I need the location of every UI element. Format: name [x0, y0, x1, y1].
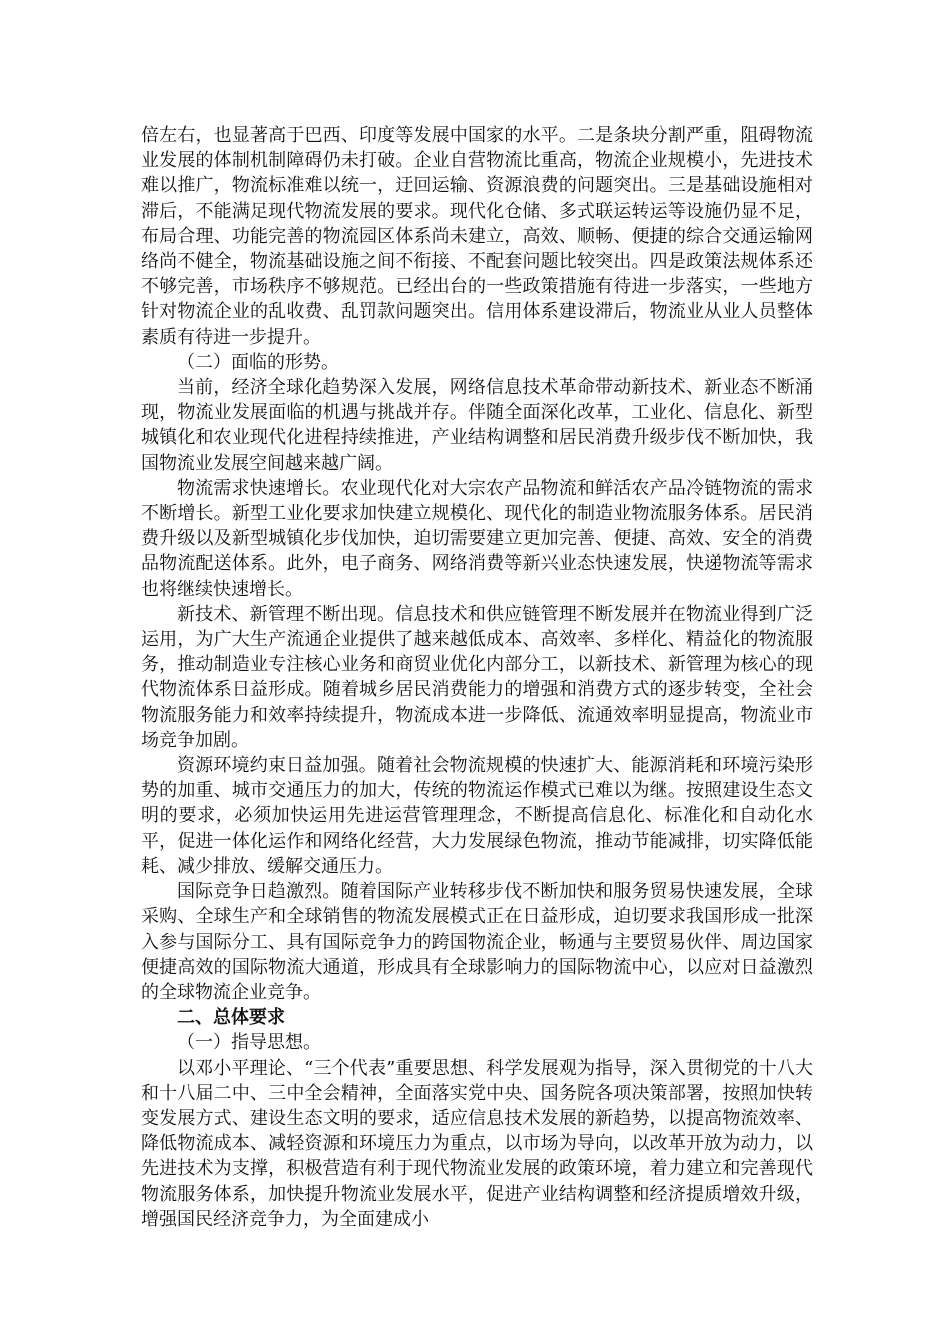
document-page: [141, 123, 813, 1232]
paragraph-international-competition: [141, 879, 813, 1005]
paragraph-current-situation: 当前，经济全球化趋势深入发展，网络信息技术革命带动新技术、新业态不断涌现，物流业发展面临的机遇与挑战并存。伴随全面深化改革，工业化、信息化、新型城镇化和农业现代化进程持续推进，产业结构调整和居民消费升级步伐不断加快，我国物流业发展空间越来越广阔。: [141, 377, 813, 474]
lead-new-technology: 新技术、新管理不断出现。: [177, 603, 396, 625]
body-demand-growth: 农业现代化对大宗农产品物流和鲜活农产品冷链物流的需求不断增长。新型工业化要求加快建立规模化、现代化的制造业物流服务体系。居民消费升级以及新型城镇化步伐加快，迫切需要建立更加完善、便捷、高效、安全的消费品物流配送体系。此外，电子商务、网络消费等新兴业态快速发展，快递物流等需求也将继续快速增长。: [141, 477, 814, 600]
paragraph-new-technology: [141, 602, 813, 753]
paragraph-continued: 倍左右，也显著高于巴西、印度等发展中国家的水平。二是条块分割严重，阻碍物流业发展的体制机制障碍仍未打破。企业自营物流比重高，物流企业规模小，先进技术难以推广，物流标准难以统一，迂回运输、资源浪费的问题突出。三是基础设施相对滞后，不能满足现代物流发展的要求。现代化仓储、多式联运转运等设施仍显不足，布局合理、功能完善的物流园区体系尚未建立，高效、顺畅、便捷的综合交通运输网络尚不健全，物流基础设施之间不衔接、不配套问题比较突出。四是政策法规体系还不够完善，市场秩序不够规范。已经出台的一些政策措施有待进一步落实，一些地方针对物流企业的乱收费、乱罚款问题突出。信用体系建设滞后，物流业从业人员整体素质有待进一步提升。: [141, 125, 813, 348]
subheading-guiding-ideology: （一）指导思想。: [177, 1032, 321, 1054]
lead-demand-growth: 物流需求快速增长。: [177, 477, 341, 499]
body-resource-constraint: 随着社会物流规模的快速扩大、能源消耗和环境污染形势的加重、城市交通压力的加大，传统的物流运作模式已难以为继。按照建设生态文明的要求，必须加快运用先进运营管理理念，不断提高信息化、标准化和自动化水平，促进一体化运作和网络化经营，大力发展绿色物流，推动节能减排，切实降低能耗、减少排放、缓解交通压力。: [141, 755, 814, 877]
lead-international-competition: 国际竞争日趋激烈。: [177, 881, 341, 903]
section-heading-overall-requirements: 二、总体要求: [177, 1007, 285, 1029]
paragraph-guiding-ideology: 以邓小平理论、“三个代表”重要思想、科学发展观为指导，深入贯彻党的十八大和十八届二中、三中全会精神，全面落实党中央、国务院各项决策部署，按照加快转变发展方式、建设生态文明的要求，适应信息技术发展的新趋势，以提高物流效率、降低物流成本、减轻资源和环境压力为重点，以市场为导向，以改革开放为动力，以先进技术为支撑，积极营造有利于现代物流业发展的政策环境，着力建立和完善现代物流服务体系，加快提升物流业发展水平，促进产业结构调整和经济提质增效升级，增强国民经济竞争力，为全面建成小: [141, 1057, 813, 1230]
body-international-competition: 随着国际产业转移步伐不断加快和服务贸易快速发展，全球采购、全球生产和全球销售的物流发展模式正在日益形成，迫切要求我国形成一批深入参与国际分工、具有国际竞争力的跨国物流企业，畅通与主要贸易伙伴、周边国家便捷高效的国际物流大通道，形成具有全球影响力的国际物流中心，以应对日益激烈的全球物流企业竞争。: [141, 881, 814, 1003]
paragraph-demand-growth: [141, 476, 813, 602]
body-new-technology: 信息技术和供应链管理不断发展并在物流业得到广泛运用，为广大生产流通企业提供了越来越低成本、高效率、多样化、精益化的物流服务，推动制造业专注核心业务和商贸业优化内部分工，以新技术、新管理为核心的现代物流体系日益形成。随着城乡居民消费能力的增强和消费方式的逐步转变，全社会物流服务能力和效率持续提升，物流成本进一步降低、流通效率明显提高，物流业市场竞争加剧。: [141, 603, 814, 751]
subheading-situation: （二）面临的形势。: [177, 351, 339, 373]
lead-resource-constraint: 资源环境约束日益加强。: [177, 755, 377, 777]
paragraph-resource-constraint: [141, 753, 813, 879]
